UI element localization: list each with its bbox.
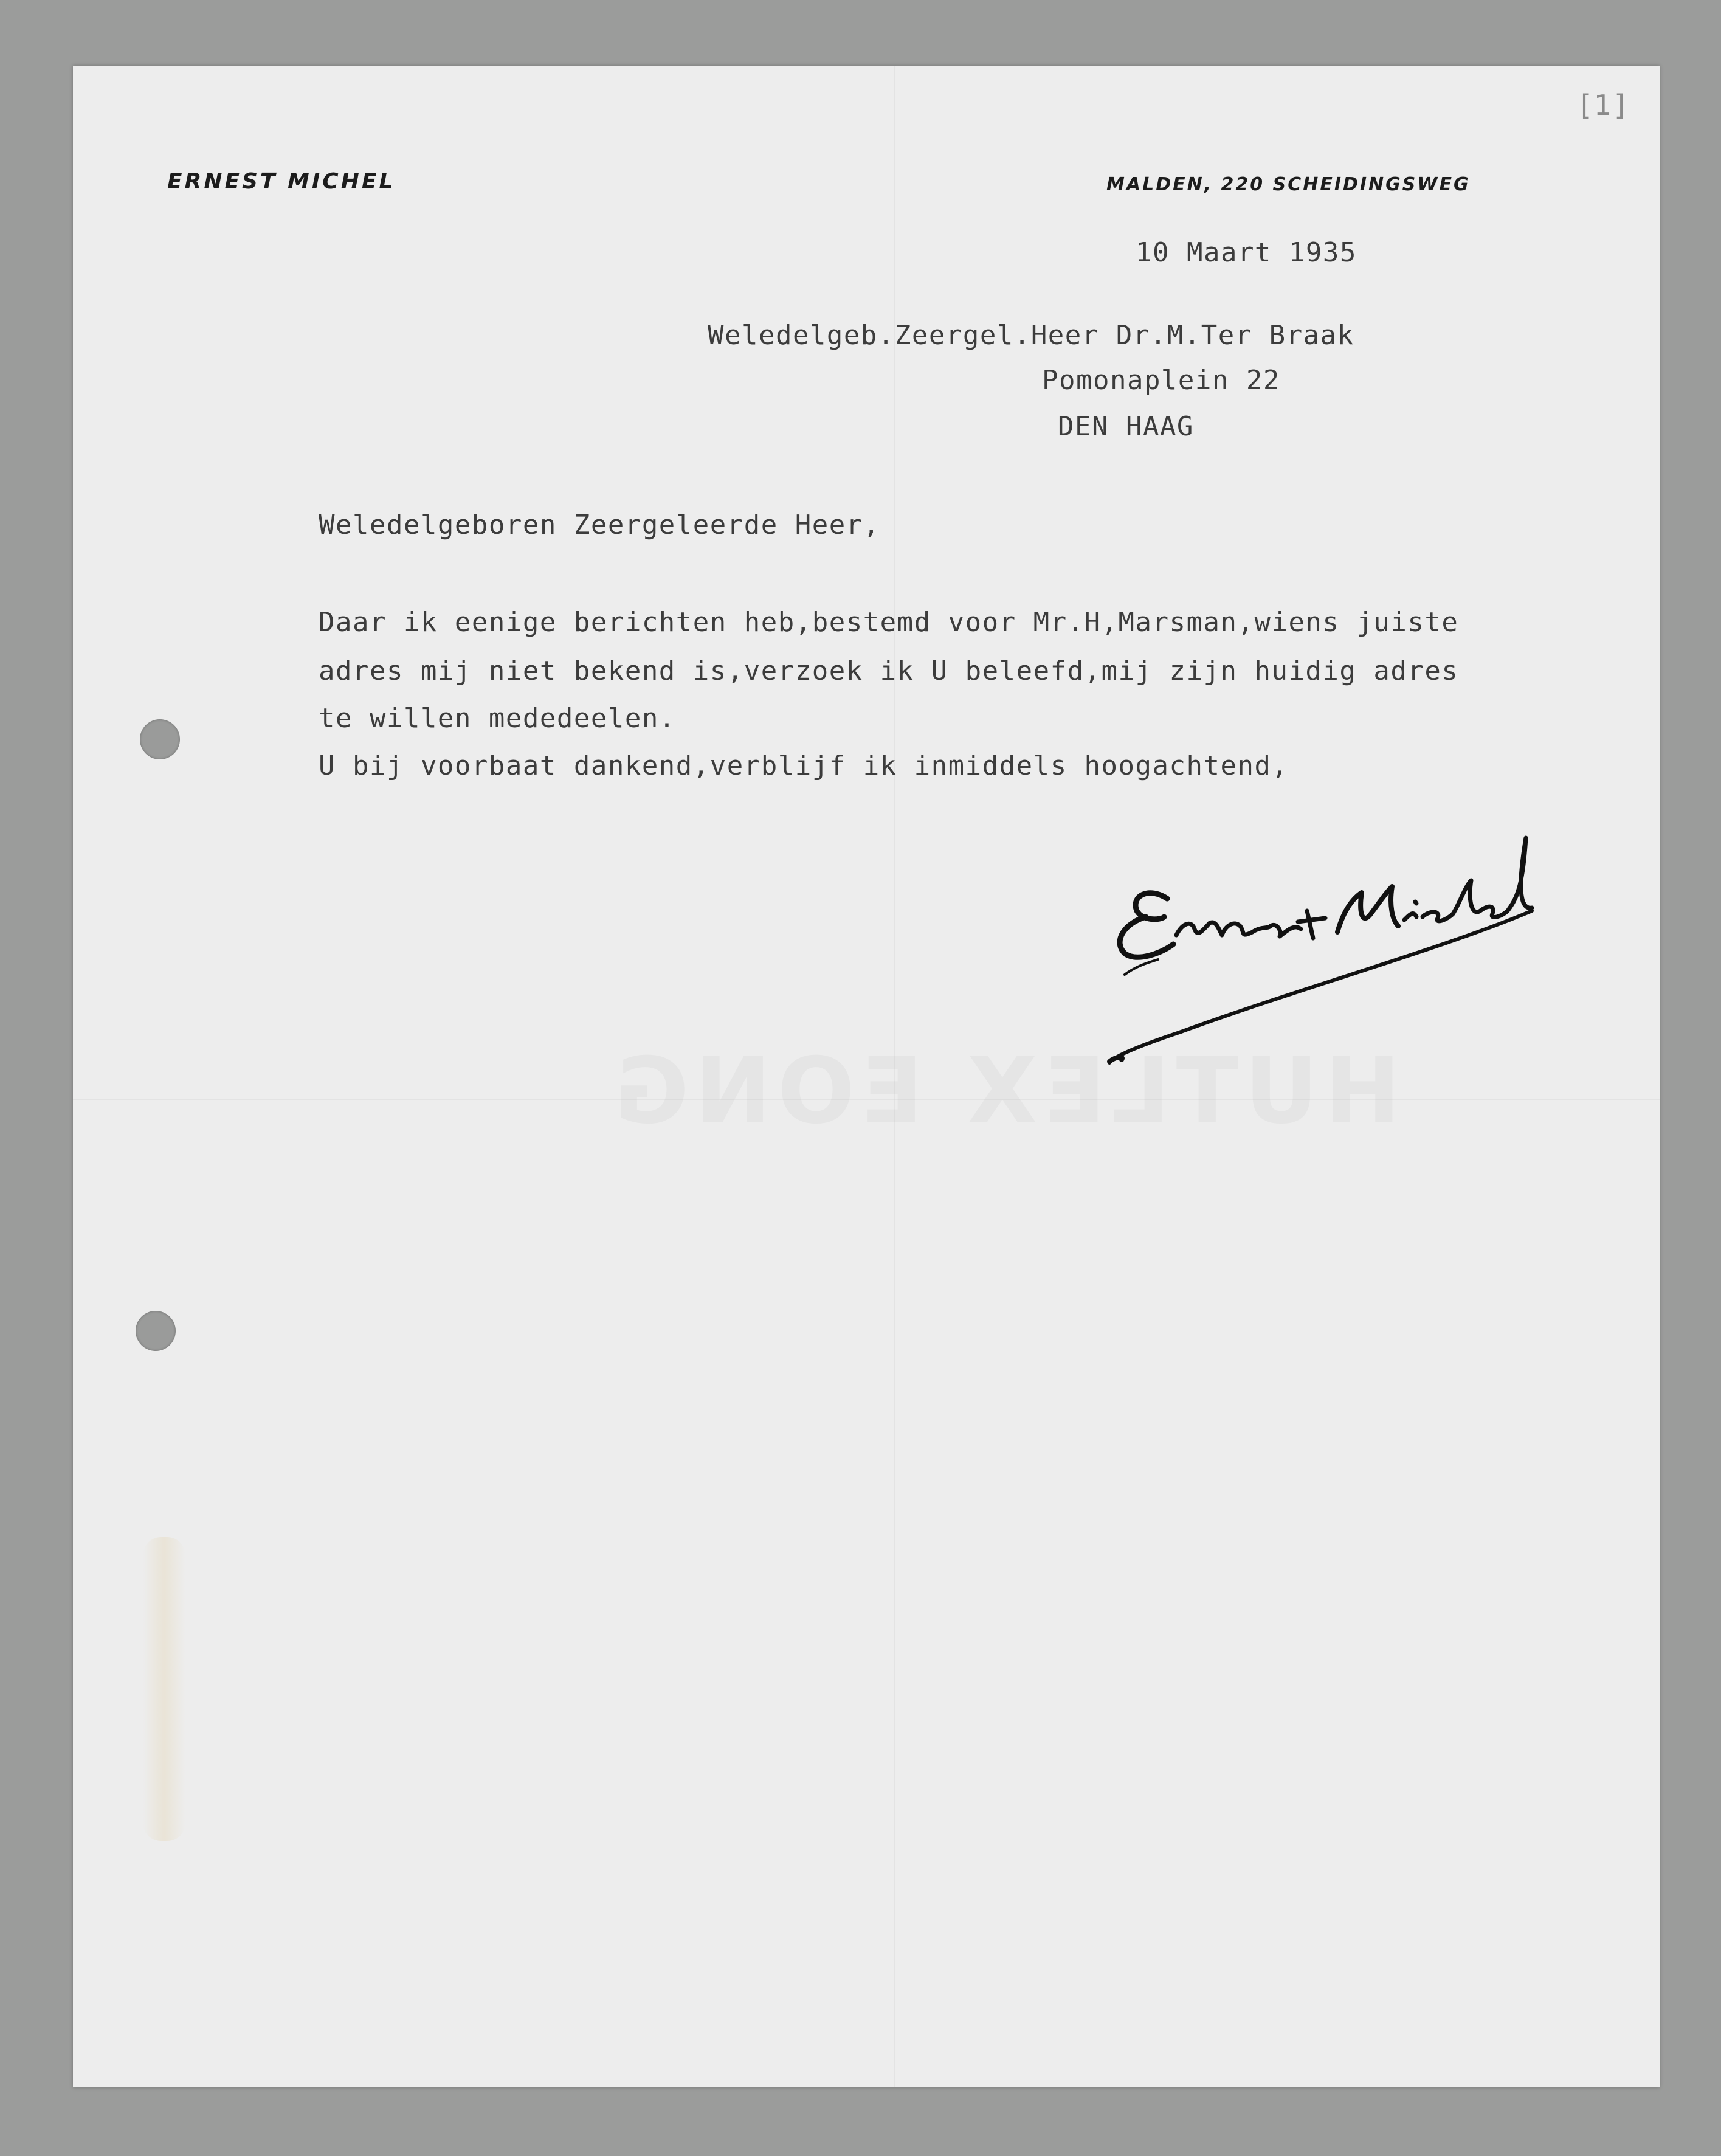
letterhead-address: MALDEN, 220 SCHEIDINGSWEG (1106, 174, 1471, 195)
recipient-name: Weledelgeb.Zeergel.Heer Dr.M.Ter Braak (708, 320, 1354, 351)
punch-hole-bottom (136, 1311, 176, 1351)
punch-hole-top (140, 719, 180, 759)
handwritten-signature (1021, 765, 1629, 1105)
body-line-3: te willen mededeelen. (319, 703, 676, 734)
archive-mark: [1] (1581, 89, 1628, 122)
show-through-watermark: HUTLEX EONG (608, 1038, 1401, 1144)
letterhead-name: ERNEST MICHEL (167, 169, 396, 194)
body-line-1: Daar ik eenige berichten heb,bestemd voor Mr.H,Marsman,wiens juiste (319, 607, 1459, 638)
letter-sheet (73, 66, 1660, 2087)
recipient-street: Pomonaplein 22 (1042, 365, 1280, 396)
recipient-city: DEN HAAG (1058, 411, 1194, 442)
salutation: Weledelgeboren Zeergeleerde Heer, (319, 510, 880, 541)
body-line-4: U bij voorbaat dankend,verblijf ik inmiddels hoogachtend, (319, 750, 1289, 781)
letter-date: 10 Maart 1935 (1136, 237, 1357, 268)
paper-stain (143, 1537, 185, 1841)
body-line-2: adres mij niet bekend is,verzoek ik U beleefd,mij zijn huidig adres (319, 655, 1459, 686)
